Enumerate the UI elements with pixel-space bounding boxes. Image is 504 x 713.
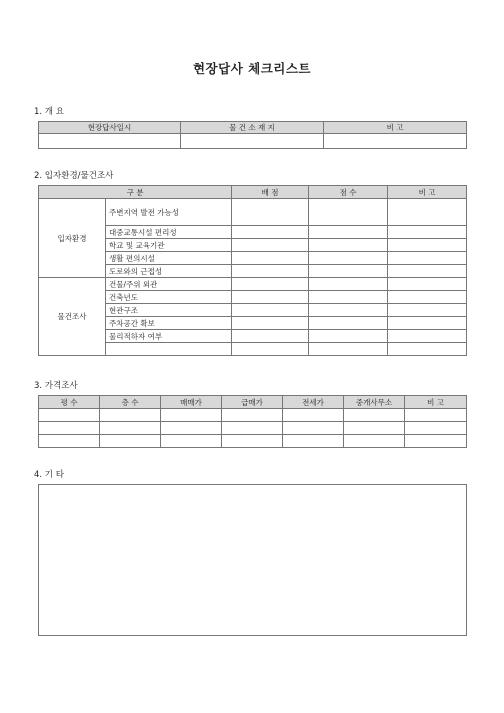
check-item: 대중교통시설 편리성 <box>106 226 232 239</box>
remarks-cell[interactable] <box>388 226 467 239</box>
property-location-cell[interactable] <box>181 134 324 149</box>
price-cell[interactable] <box>283 435 344 448</box>
price-cell[interactable] <box>344 409 405 422</box>
price-cell[interactable] <box>39 422 100 435</box>
price-cell[interactable] <box>161 435 222 448</box>
price-cell[interactable] <box>161 409 222 422</box>
header-floor: 층 수 <box>100 396 161 409</box>
price-cell[interactable] <box>39 409 100 422</box>
price-cell[interactable] <box>222 409 283 422</box>
score-weight-cell[interactable] <box>232 304 309 317</box>
group-label: 입자환경 <box>39 199 106 278</box>
environment-table <box>38 185 467 356</box>
score-weight-cell[interactable] <box>232 252 309 265</box>
remarks-cell[interactable] <box>388 239 467 252</box>
score-weight-cell[interactable] <box>232 239 309 252</box>
header-area: 평 수 <box>39 396 100 409</box>
remarks-cell[interactable] <box>388 330 467 343</box>
remarks-cell[interactable] <box>388 199 467 226</box>
price-cell[interactable] <box>405 422 467 435</box>
score-cell[interactable] <box>309 252 388 265</box>
score-cell[interactable] <box>309 239 388 252</box>
check-item: 도로와의 근접성 <box>106 265 232 278</box>
score-weight-cell[interactable] <box>232 226 309 239</box>
price-table <box>38 395 467 448</box>
section-other-heading: 4. 기 타 <box>34 470 64 480</box>
remarks-cell[interactable] <box>388 252 467 265</box>
price-cell[interactable] <box>405 409 467 422</box>
section-overview-heading: 1. 개 요 <box>34 107 64 117</box>
remarks-cell[interactable] <box>388 291 467 304</box>
document-title: 현장답사 체크리스트 <box>192 61 312 76</box>
price-cell[interactable] <box>222 422 283 435</box>
header-remarks: 비 고 <box>324 122 467 134</box>
price-cell[interactable] <box>344 435 405 448</box>
header-remarks: 비 고 <box>405 396 467 409</box>
header-category: 구 분 <box>39 186 232 199</box>
price-cell[interactable] <box>39 435 100 448</box>
price-cell[interactable] <box>161 422 222 435</box>
header-property-location: 물 건 소 재 지 <box>181 122 324 134</box>
check-item: 주변지역 발전 가능성 <box>106 199 232 226</box>
score-weight-cell[interactable] <box>232 291 309 304</box>
header-real-estate-agency: 중개사무소 <box>344 396 405 409</box>
price-cell[interactable] <box>100 435 161 448</box>
score-cell[interactable] <box>309 304 388 317</box>
check-item: 주차공간 확보 <box>106 317 232 330</box>
check-item: 건물/주위 외관 <box>106 278 232 291</box>
score-weight-cell[interactable] <box>232 317 309 330</box>
score-weight-cell[interactable] <box>232 330 309 343</box>
price-cell[interactable] <box>100 409 161 422</box>
other-notes-box[interactable] <box>38 484 467 636</box>
score-weight-cell[interactable] <box>232 265 309 278</box>
header-sale-price: 매매가 <box>161 396 222 409</box>
check-item: 학교 및 교육기관 <box>106 239 232 252</box>
section-environment-heading: 2. 입자환경/물건조사 <box>34 171 114 181</box>
price-cell[interactable] <box>283 422 344 435</box>
score-cell[interactable] <box>309 199 388 226</box>
header-visit-datetime: 현장답사일시 <box>39 122 181 134</box>
price-cell[interactable] <box>283 409 344 422</box>
header-urgent-sale-price: 급매가 <box>222 396 283 409</box>
check-item: 현관구조 <box>106 304 232 317</box>
overview-table <box>38 121 467 149</box>
section-price-heading: 3. 가격조사 <box>34 381 78 391</box>
check-item-blank[interactable] <box>106 343 232 356</box>
header-score: 점 수 <box>309 186 388 199</box>
remarks-cell[interactable] <box>388 304 467 317</box>
check-item: 건축년도 <box>106 291 232 304</box>
price-cell[interactable] <box>222 435 283 448</box>
remarks-cell[interactable] <box>388 278 467 291</box>
header-score-weight: 배 점 <box>232 186 309 199</box>
price-cell[interactable] <box>100 422 161 435</box>
check-item: 물리적하자 여부 <box>106 330 232 343</box>
header-jeonse-price: 전세가 <box>283 396 344 409</box>
check-item: 생활 편의시설 <box>106 252 232 265</box>
score-weight-cell[interactable] <box>232 278 309 291</box>
score-cell[interactable] <box>309 317 388 330</box>
score-cell[interactable] <box>309 291 388 304</box>
score-cell[interactable] <box>309 265 388 278</box>
header-remarks: 비 고 <box>388 186 467 199</box>
remarks-cell[interactable] <box>388 317 467 330</box>
price-cell[interactable] <box>344 422 405 435</box>
score-weight-cell[interactable] <box>232 199 309 226</box>
remarks-cell[interactable] <box>388 265 467 278</box>
remarks-cell[interactable] <box>324 134 467 149</box>
score-cell[interactable] <box>309 278 388 291</box>
score-weight-cell[interactable] <box>232 343 309 356</box>
remarks-cell[interactable] <box>388 343 467 356</box>
group-label: 물건조사 <box>39 278 106 356</box>
price-cell[interactable] <box>405 435 467 448</box>
score-cell[interactable] <box>309 343 388 356</box>
score-cell[interactable] <box>309 330 388 343</box>
visit-datetime-cell[interactable] <box>39 134 181 149</box>
score-cell[interactable] <box>309 226 388 239</box>
